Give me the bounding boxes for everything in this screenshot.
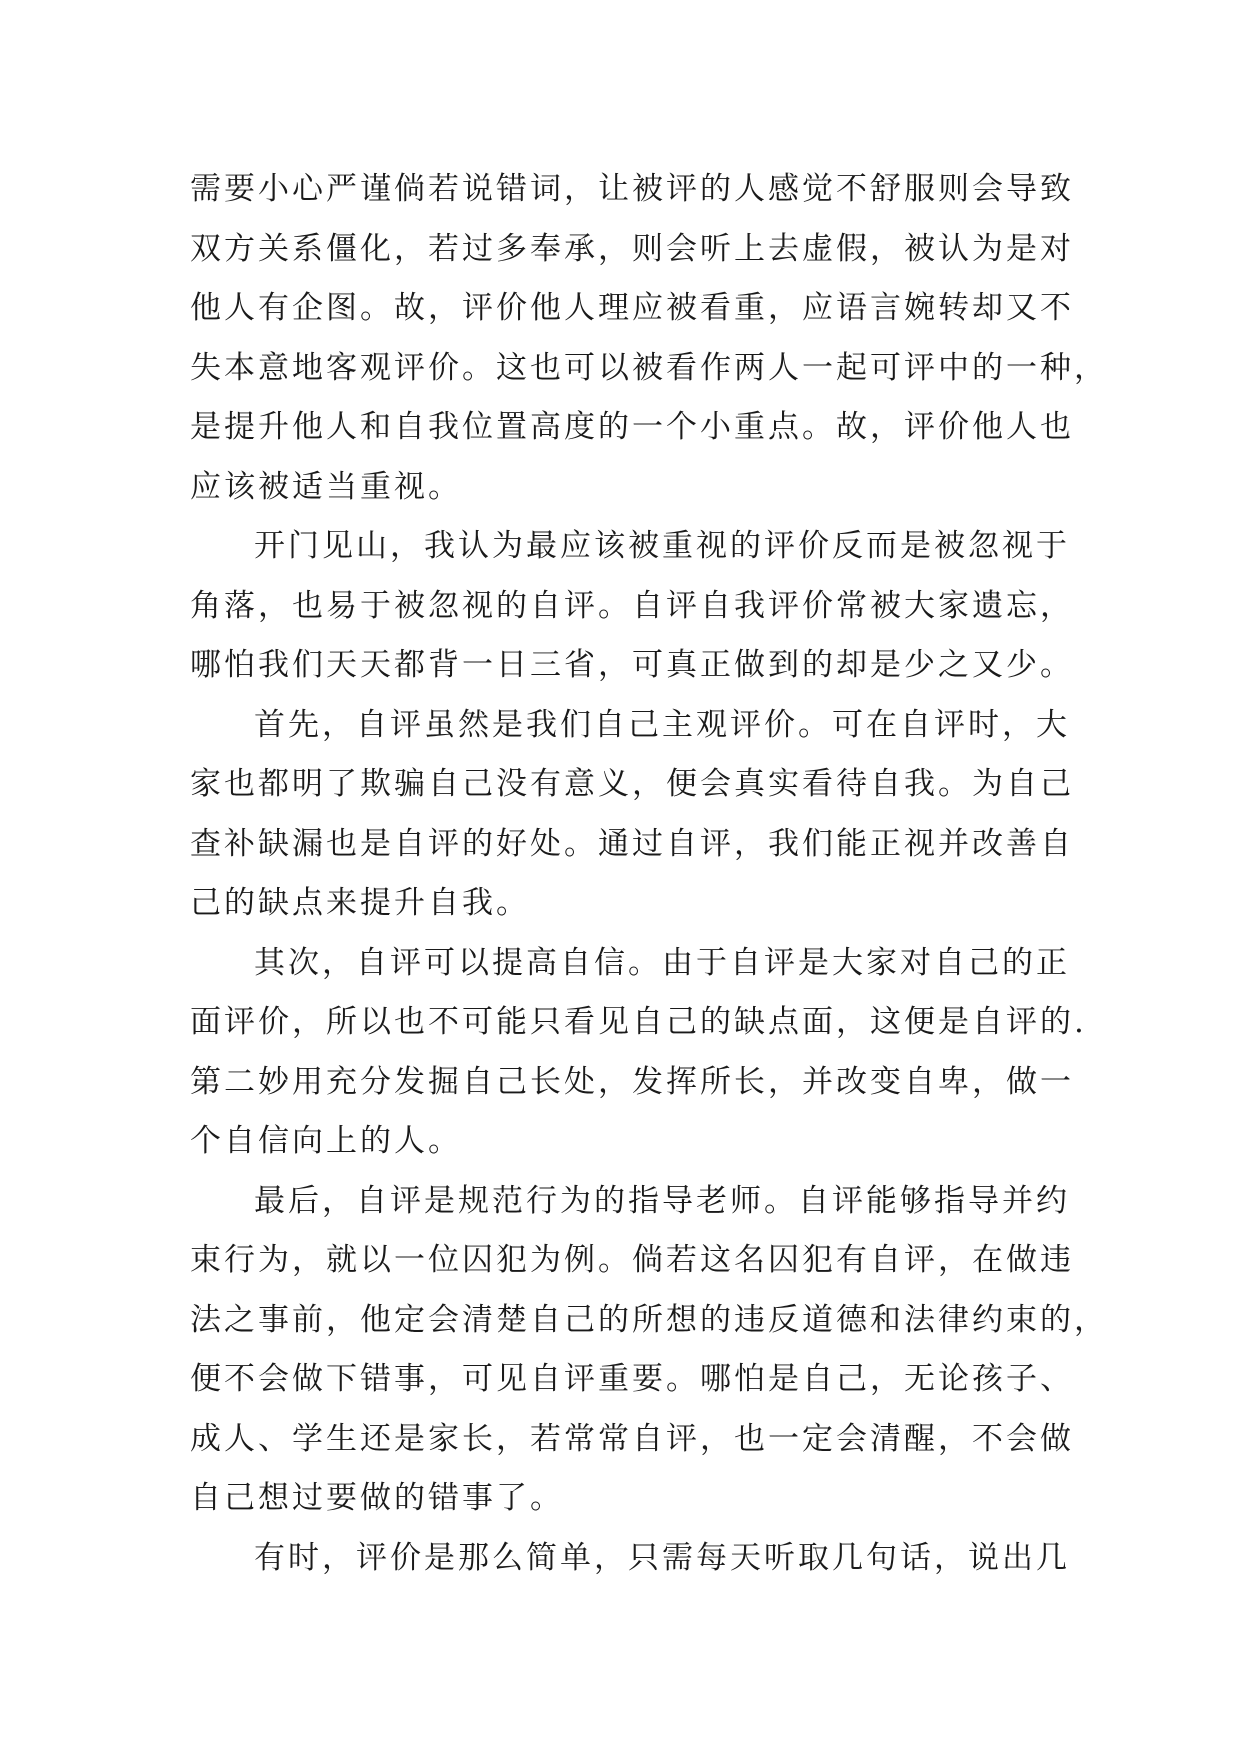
text-line: 失本意地客观评价。这也可以被看作两人一起可评中的一种， — [190, 349, 1108, 386]
text-line: 第二妙用充分发掘自己长处，发挥所长，并改变自卑，做一 — [190, 1063, 1074, 1100]
text-line: 面评价，所以也不可能只看见自己的缺点面，这便是自评的. — [190, 1004, 1087, 1040]
text-line: 哪怕我们天天都背一日三省，可真正做到的却是少之又少。 — [190, 647, 1074, 683]
text-line: 自己想过要做的错事了。 — [190, 1480, 564, 1516]
text-line: 便不会做下错事，可见自评重要。哪怕是自己，无论孩子、 — [190, 1361, 1074, 1397]
text-line: 他人有企图。故，评价他人理应被看重，应语言婉转却又不 — [190, 290, 1074, 326]
paragraph-start-line: 首先，自评虽然是我们自己主观评价。可在自评时，大 — [254, 706, 1070, 743]
text-line: 束行为，就以一位囚犯为例。倘若这名囚犯有自评，在做违 — [190, 1242, 1074, 1278]
text-line: 双方关系僵化，若过多奉承，则会听上去虚假，被认为是对 — [190, 230, 1074, 267]
text-line: 己的缺点来提升自我。 — [190, 885, 530, 921]
text-line: 成人、学生还是家长，若常常自评，也一定会清醒，不会做 — [190, 1420, 1074, 1457]
text-line: 角落，也易于被忽视的自评。自评自我评价常被大家遗忘， — [190, 587, 1074, 624]
text-line: 查补缺漏也是自评的好处。通过自评，我们能正视并改善自 — [190, 825, 1074, 862]
text-line: 法之事前，他定会清楚自己的所想的违反道德和法律约束的， — [190, 1301, 1108, 1338]
paragraph-start-line: 最后，自评是规范行为的指导老师。自评能够指导并约 — [254, 1182, 1070, 1219]
text-line: 个自信向上的人。 — [190, 1123, 462, 1159]
text-line: 需要小心严谨倘若说错词，让被评的人感觉不舒服则会导致 — [190, 171, 1074, 207]
paragraph-start-line: 开门见山，我认为最应该被重视的评价反而是被忽视于 — [254, 528, 1070, 564]
document-body — [190, 160, 1108, 1588]
paragraph-start-line: 有时，评价是那么简单，只需每天听取几句话，说出几 — [254, 1539, 1070, 1576]
text-line: 应该被适当重视。 — [190, 468, 462, 505]
paragraph-start-line: 其次，自评可以提高自信。由于自评是大家对自己的正 — [254, 944, 1070, 981]
text-line: 是提升他人和自我位置高度的一个小重点。故，评价他人也 — [190, 409, 1074, 445]
text-line: 家也都明了欺骗自己没有意义，便会真实看待自我。为自己 — [190, 766, 1074, 802]
